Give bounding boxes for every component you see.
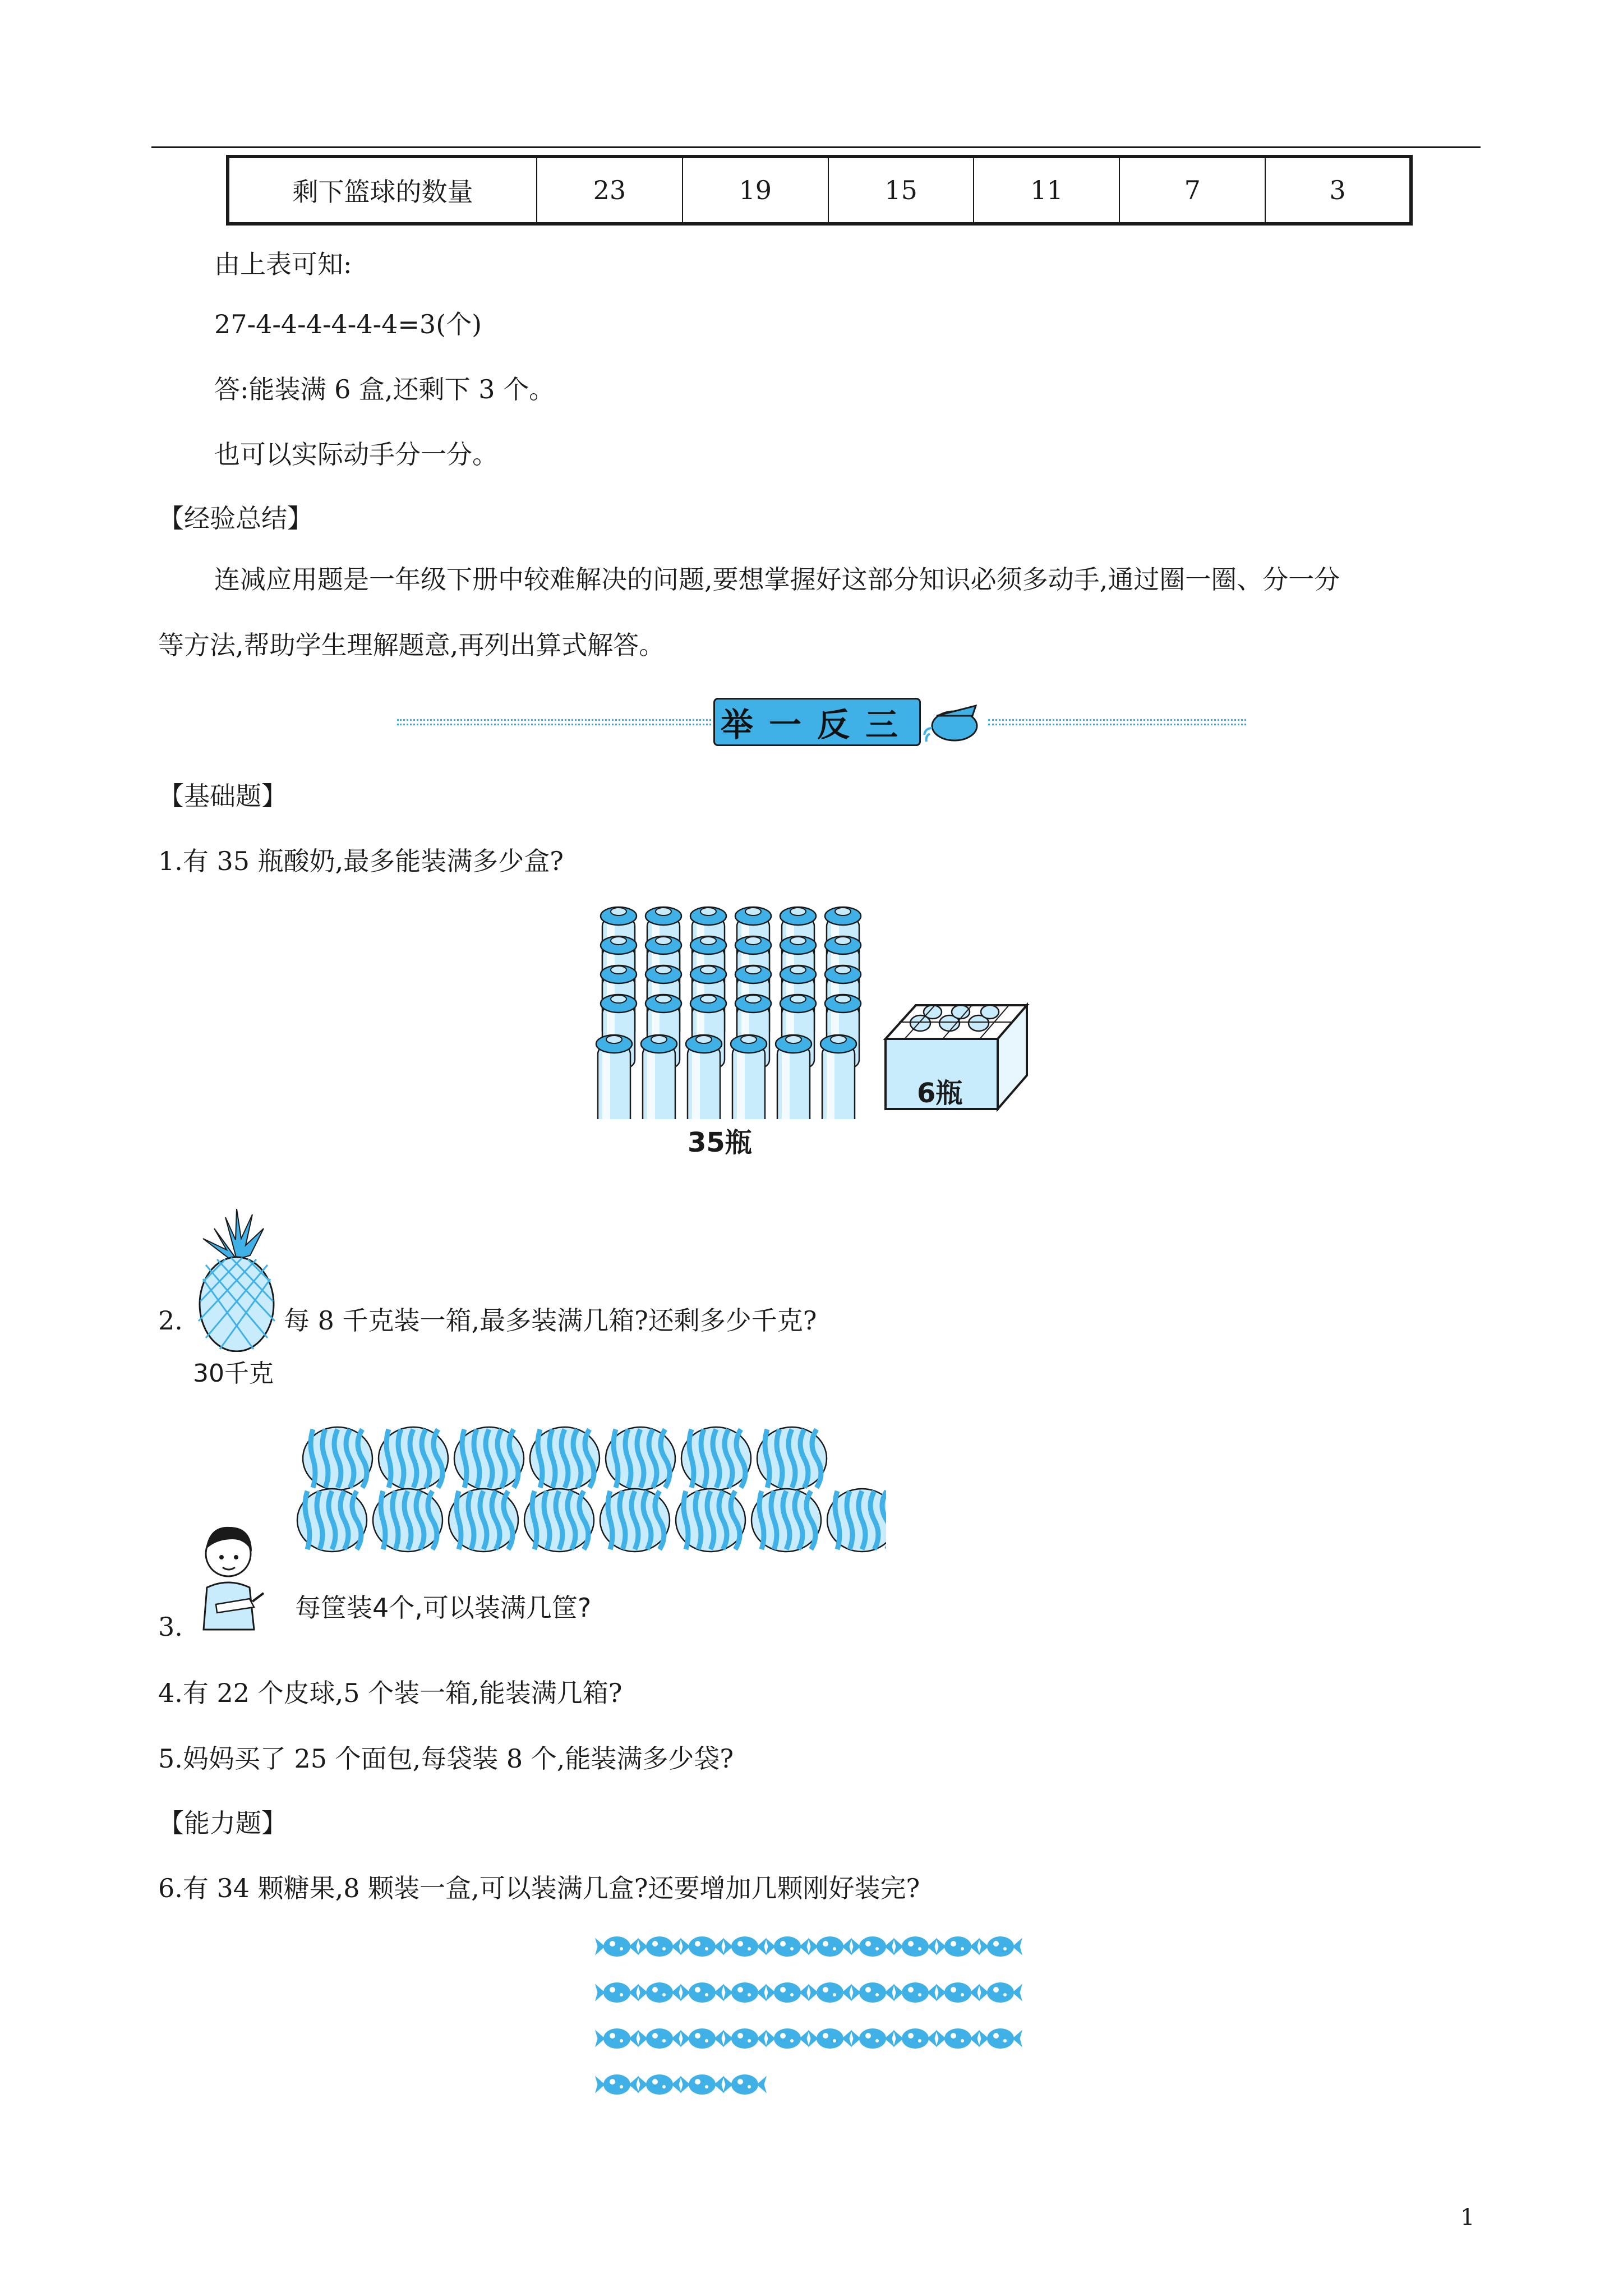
yogurt-bottle-icon xyxy=(641,1035,677,1119)
candy-icon xyxy=(596,2028,638,2049)
summary-heading: 【经验总结】 xyxy=(158,503,313,533)
candy-icon xyxy=(638,1936,681,1957)
candy-icon xyxy=(766,1982,809,2003)
candy-icon xyxy=(596,1982,638,2003)
candy-icon xyxy=(638,2074,681,2095)
section-banner xyxy=(713,698,921,746)
watermelon-icon xyxy=(827,1489,886,1552)
candy-icon xyxy=(937,1936,979,1957)
candy-icon xyxy=(596,2074,638,2095)
hint-line: 也可以实际动手分一分。 xyxy=(214,439,498,470)
candy-icon xyxy=(681,2028,723,2049)
table-cell: 7 xyxy=(1119,157,1265,224)
pineapple-icon xyxy=(192,1206,282,1352)
ability-heading: 【能力题】 xyxy=(158,1808,287,1838)
boy-character-icon xyxy=(193,1515,266,1632)
candy-icon xyxy=(723,2074,766,2095)
yogurt-bottles-illustration xyxy=(589,900,869,1119)
solution-line: 由上表可知: xyxy=(214,249,352,279)
page-number: 1 xyxy=(1460,2205,1475,2230)
candy-icon xyxy=(979,1936,1022,1957)
candy-icon xyxy=(809,2028,851,2049)
table-cell: 23 xyxy=(537,157,683,224)
question-3-number: 3. xyxy=(158,1612,183,1642)
candies-illustration xyxy=(594,1927,1038,2112)
candy-icon xyxy=(596,1936,638,1957)
table-cell: 15 xyxy=(828,157,974,224)
answer-line: 答:能装满 6 盒,还剩下 3 个。 xyxy=(214,374,555,404)
table-cell: 11 xyxy=(974,157,1119,224)
speech-text: 每筐装4个,可以装满几筐? xyxy=(295,1593,592,1623)
watermelon-icon xyxy=(681,1427,751,1490)
watermelon-icon xyxy=(373,1489,442,1552)
summary-paragraph-line: 连减应用题是一年级下册中较难解决的问题,要想掌握好这部分知识必须多动手,通过圈一圈、分一分 xyxy=(214,564,1340,595)
yogurt-bottle-icon xyxy=(596,1035,632,1119)
watermelon-icon xyxy=(303,1427,372,1490)
candy-icon xyxy=(894,1936,937,1957)
pineapple-weight-label: 30千克 xyxy=(193,1359,274,1388)
candy-icon xyxy=(766,1936,809,1957)
candy-icon xyxy=(851,1936,894,1957)
question-1: 1.有 35 瓶酸奶,最多能装满多少盒? xyxy=(158,846,564,876)
question-6: 6.有 34 颗糖果,8 颗装一盒,可以装满几盒?还要增加几颗刚好装完? xyxy=(158,1873,920,1903)
candy-icon xyxy=(894,1982,937,2003)
candy-icon xyxy=(979,1982,1022,2003)
candy-icon xyxy=(937,2028,979,2049)
question-5: 5.妈妈买了 25 个面包,每袋装 8 个,能装满多少袋? xyxy=(158,1743,734,1774)
crate-label: 6瓶 xyxy=(917,1078,963,1109)
watermelon-icon xyxy=(676,1489,745,1552)
watermelon-icon xyxy=(379,1427,448,1490)
candy-icon xyxy=(681,1982,723,2003)
candy-icon xyxy=(979,2028,1022,2049)
candy-icon xyxy=(851,1982,894,2003)
watermelon-icon xyxy=(757,1427,827,1490)
top-rule xyxy=(151,146,1481,148)
pencil-cap-icon xyxy=(921,693,994,749)
table-head-cell: 剩下篮球的数量 xyxy=(228,157,537,224)
candy-icon xyxy=(681,2074,723,2095)
question-2-number: 2. xyxy=(158,1305,183,1336)
banner-title: 举一反三 xyxy=(720,706,914,744)
banner-dotted-line-left xyxy=(397,719,711,725)
candy-icon xyxy=(809,1936,851,1957)
watermelon-icon xyxy=(454,1427,524,1490)
yogurt-bottle-icon xyxy=(731,1035,767,1119)
yogurt-bottle-icon xyxy=(776,1035,811,1119)
basic-heading: 【基础题】 xyxy=(158,781,287,811)
candy-icon xyxy=(681,1936,723,1957)
table-cell: 3 xyxy=(1265,157,1411,224)
yogurt-bottle-icon xyxy=(820,1035,856,1119)
candy-icon xyxy=(723,2028,766,2049)
question-4: 4.有 22 个皮球,5 个装一箱,能装满几箱? xyxy=(158,1678,623,1708)
table-row xyxy=(228,157,1411,224)
candy-icon xyxy=(638,2028,681,2049)
candy-icon xyxy=(894,2028,937,2049)
watermelon-icon xyxy=(530,1427,600,1490)
table-cell: 19 xyxy=(683,157,828,224)
equation-line: 27-4-4-4-4-4-4=3(个) xyxy=(214,309,482,339)
watermelon-icon xyxy=(606,1427,675,1490)
candy-icon xyxy=(809,1982,851,2003)
remaining-basketball-table xyxy=(226,155,1413,226)
candy-icon xyxy=(638,1982,681,2003)
bottles-total-label: 35瓶 xyxy=(688,1127,752,1158)
candy-icon xyxy=(723,1936,766,1957)
candy-icon xyxy=(766,2028,809,2049)
watermelon-icon xyxy=(751,1489,821,1552)
candy-icon xyxy=(851,2028,894,2049)
watermelon-icon xyxy=(524,1489,594,1552)
summary-paragraph-line: 等方法,帮助学生理解题意,再列出算式解答。 xyxy=(158,630,665,660)
yogurt-bottle-icon xyxy=(686,1035,722,1119)
question-2: 每 8 千克装一箱,最多装满几箱?还剩多少千克? xyxy=(284,1305,817,1336)
watermelon-icon xyxy=(297,1489,367,1552)
candy-icon xyxy=(723,1982,766,2003)
banner-dotted-line-right xyxy=(988,719,1246,725)
watermelons-illustration xyxy=(292,1419,886,1559)
watermelon-icon xyxy=(600,1489,670,1552)
candy-icon xyxy=(937,1982,979,2003)
watermelon-icon xyxy=(449,1489,518,1552)
